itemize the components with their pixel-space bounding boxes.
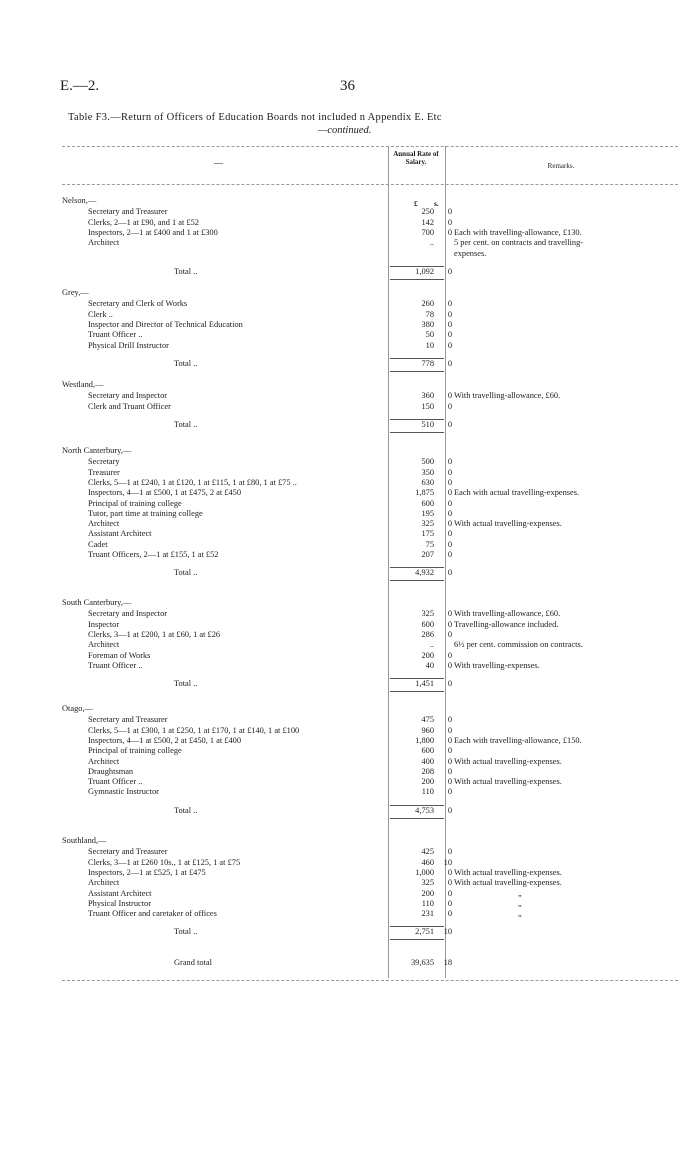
- total-pounds: 510: [421, 419, 434, 429]
- salary-shillings: 0: [447, 735, 452, 745]
- salary-pounds: 600: [421, 498, 434, 508]
- officer-description: Draughtsman: [88, 766, 134, 776]
- board-name: [62, 446, 678, 456]
- officer-description: Clerks, 3—1 at £260 10s., 1 at £125, 1 at £75: [88, 857, 241, 867]
- officer-description: Physical Drill Instructor: [88, 340, 169, 350]
- salary-pounds: 195: [421, 508, 434, 518]
- shillings-unit-label: s.: [434, 199, 439, 208]
- total-label: Total ..: [174, 805, 198, 815]
- table-row: [62, 715, 678, 725]
- board-name-text: Grey,—: [62, 288, 89, 297]
- salary-shillings: 0: [447, 660, 452, 670]
- grand-total-row: [62, 958, 678, 968]
- board-name: [62, 598, 678, 608]
- table-row: [62, 630, 678, 640]
- officer-description: Truant Officer and caretaker of offices: [88, 909, 217, 919]
- table-row: [62, 858, 678, 868]
- salary-pounds: 360: [421, 391, 434, 401]
- salary-pounds: 260: [421, 299, 434, 309]
- officer-description: Secretary and Inspector: [88, 609, 168, 619]
- salary-shillings: 0: [447, 227, 452, 237]
- table-row: [62, 299, 678, 309]
- officer-description: Secretary and Inspector: [88, 391, 168, 401]
- page-number: 36: [340, 78, 355, 94]
- officer-description: Architect: [88, 238, 120, 248]
- salary-pounds: 380: [421, 319, 434, 329]
- total-shillings: 0: [447, 266, 452, 276]
- total-label: Total ..: [174, 419, 198, 429]
- header-top-rule: [62, 146, 678, 147]
- salary-pounds: 175: [421, 529, 434, 539]
- salary-shillings: 0: [447, 550, 452, 559]
- table-row: [62, 391, 678, 401]
- salary-shillings: 0: [447, 725, 452, 735]
- salary-shillings: 0: [447, 488, 452, 498]
- salary-pounds: ..: [429, 640, 434, 650]
- salary-shillings: 0: [447, 498, 452, 508]
- table-row: [62, 899, 678, 909]
- salary-pounds: 150: [421, 401, 434, 411]
- officer-description: Inspectors, 4—1 at £500, 1 at £475, 2 at £450: [88, 488, 242, 498]
- salary-shillings: 0: [447, 756, 452, 766]
- salary-shillings: 0: [447, 477, 452, 487]
- officer-description: Truant Officer ..: [88, 660, 143, 670]
- table-row: [62, 736, 678, 746]
- table-row: [62, 746, 678, 756]
- table-row: [62, 661, 678, 671]
- table-row: [62, 640, 678, 650]
- total-pounds: 4,753: [415, 805, 434, 815]
- salary-pounds: 1,875: [415, 488, 434, 498]
- remark-text: With travelling-allowance, £60.: [454, 391, 561, 401]
- salary-shillings: 0: [447, 888, 452, 898]
- table-row: [62, 847, 678, 857]
- salary-shillings: 0: [447, 319, 452, 329]
- board-name: [62, 288, 678, 298]
- total-row: [62, 267, 678, 277]
- officer-description: Assistant Architect: [88, 888, 152, 898]
- salary-shillings: 0: [447, 867, 452, 877]
- officer-description: Foreman of Works: [88, 650, 151, 660]
- salary-shillings: 0: [447, 508, 452, 518]
- salary-shillings: 10: [443, 857, 452, 867]
- remark-text: Each with travelling-allowance, £150.: [454, 735, 582, 745]
- total-shillings: 0: [447, 805, 452, 815]
- remark-text: Each with travelling-allowance, £130.: [454, 227, 582, 237]
- salary-pounds: 325: [421, 878, 434, 888]
- salary-pounds: 40: [425, 660, 434, 670]
- salary-pounds: 200: [421, 888, 434, 898]
- table-row: [62, 609, 678, 619]
- salary-pounds: 700: [421, 227, 434, 237]
- table-row: [62, 767, 678, 777]
- salary-shillings: 0: [447, 650, 452, 660]
- table-row: [62, 341, 678, 351]
- salary-pounds: 231: [421, 909, 434, 919]
- officer-description: Gymnastic Instructor: [88, 787, 159, 797]
- officer-description: Clerk and Truant Officer: [88, 401, 171, 411]
- total-label: Total ..: [174, 927, 198, 937]
- remarks-column-heading: Remarks.: [547, 162, 575, 170]
- salary-shillings: 0: [447, 519, 452, 529]
- salary-shillings: 0: [447, 898, 452, 908]
- officer-description: Treasurer: [88, 467, 120, 477]
- board-name-text: Nelson,—: [62, 196, 97, 205]
- officer-description: Clerks, 3—1 at £200, 1 at £60, 1 at £26: [88, 629, 221, 639]
- total-label: Total ..: [174, 358, 198, 368]
- board-name-text: Southland,—: [62, 836, 107, 845]
- salary-pounds: 960: [421, 725, 434, 735]
- remark-text: „: [518, 898, 522, 908]
- salary-pounds: 600: [421, 746, 434, 756]
- salary-pounds: 425: [421, 847, 434, 857]
- table-row: [62, 320, 678, 330]
- page-reference: E.—2.: [60, 78, 100, 94]
- officer-description: Secretary: [88, 457, 120, 467]
- officer-description: Physical Instructor: [88, 898, 152, 908]
- board-name: [62, 380, 678, 390]
- remark-text: With travelling-allowance, £60.: [454, 609, 561, 619]
- grand-total-pounds: 39,635: [410, 958, 434, 967]
- salary-shillings: 0: [447, 619, 452, 629]
- officer-description: Architect: [88, 640, 120, 650]
- table-row: [62, 726, 678, 736]
- board-name-text: North Canterbury,—: [62, 446, 132, 455]
- salary-pounds: 75: [425, 539, 434, 549]
- remark-text: „: [518, 909, 522, 919]
- table-row: [62, 228, 678, 238]
- salary-pounds: 630: [421, 477, 434, 487]
- total-row: [62, 420, 678, 430]
- officer-description: Truant Officer ..: [88, 777, 143, 787]
- board-name-text: Otago,—: [62, 704, 93, 713]
- table-row: [62, 909, 678, 919]
- officer-description: Secretary and Clerk of Works: [88, 299, 188, 309]
- salary-pounds: 1,800: [415, 735, 434, 745]
- salary-shillings: 0: [447, 847, 452, 857]
- salary-pounds: 200: [421, 650, 434, 660]
- table-row: [62, 238, 678, 248]
- total-shillings: 0: [447, 358, 452, 368]
- remark-text: 6½ per cent. commission on contracts.: [454, 640, 583, 650]
- remark-text: Travelling-allowance included.: [454, 619, 559, 629]
- officer-description: Architect: [88, 878, 120, 888]
- salary-pounds: 286: [421, 629, 434, 639]
- salary-shillings: 0: [447, 878, 452, 888]
- officer-description: Secretary and Treasurer: [88, 715, 168, 725]
- salary-shillings: 0: [447, 217, 452, 227]
- officer-description: Inspector and Director of Technical Education: [88, 319, 243, 329]
- grand-total-label: Grand total: [174, 958, 212, 967]
- table-row: [62, 540, 678, 550]
- salary-pounds: 325: [421, 519, 434, 529]
- officer-description: Cadet: [88, 539, 108, 549]
- salary-pounds: 475: [421, 715, 434, 725]
- officer-description: Architect: [88, 519, 120, 529]
- salary-shillings: 0: [447, 629, 452, 639]
- salary-pounds: 400: [421, 756, 434, 766]
- salary-shillings: 0: [447, 207, 452, 217]
- board-name: [62, 704, 678, 714]
- table-row: [62, 620, 678, 630]
- table-row: [62, 509, 678, 519]
- salary-shillings: 0: [447, 609, 452, 619]
- officer-description: Truant Officer ..: [88, 330, 143, 340]
- total-row: [62, 568, 678, 578]
- total-row: [62, 927, 678, 937]
- total-pounds: 2,751: [415, 927, 434, 937]
- remark-text: With actual travelling-expenses.: [454, 519, 562, 529]
- remark-text: „: [518, 888, 522, 898]
- salary-pounds: 208: [421, 766, 434, 776]
- salary-shillings: 0: [447, 309, 452, 319]
- salary-shillings: 0: [447, 909, 452, 919]
- total-shillings: 0: [447, 568, 452, 578]
- salary-shillings: 0: [447, 330, 452, 340]
- salary-pounds: 207: [421, 550, 434, 559]
- table-row: [62, 651, 678, 661]
- table-row: [62, 468, 678, 478]
- salary-pounds: 50: [425, 330, 434, 340]
- table-row: [62, 550, 678, 560]
- table-row: [62, 310, 678, 320]
- remark-text: With actual travelling-expenses.: [454, 867, 562, 877]
- table-row: [62, 757, 678, 767]
- officer-description: Assistant Architect: [88, 529, 152, 539]
- board-name-text: South Canterbury,—: [62, 598, 132, 607]
- officer-description: Truant Officers, 2—1 at £155, 1 at £52: [88, 550, 219, 559]
- salary-shillings: 0: [447, 787, 452, 797]
- remark-text: With actual travelling-expenses.: [454, 777, 562, 787]
- board-name: [62, 836, 678, 846]
- salary-shillings: 0: [447, 529, 452, 539]
- officer-description: Clerks, 5—1 at £300, 1 at £250, 1 at £170, 1 at £140, 1 at £100: [88, 725, 300, 735]
- salary-shillings: 0: [447, 766, 452, 776]
- total-pounds: 4,932: [415, 568, 434, 578]
- salary-pounds: ..: [429, 238, 434, 248]
- salary-shillings: 0: [447, 340, 452, 350]
- grand-total-shillings: 18: [443, 958, 452, 967]
- salary-pounds: 10: [425, 340, 434, 350]
- total-label: Total ..: [174, 266, 198, 276]
- officer-description: Inspector: [88, 619, 120, 629]
- table-row: [62, 218, 678, 228]
- salary-pounds: 200: [421, 777, 434, 787]
- officer-description: Inspectors, 2—1 at £525, 1 at £475: [88, 867, 206, 877]
- table-title: Table F3.—Return of Officers of Education Boards not included n Appendix E. Etc: [68, 112, 442, 123]
- officer-description: Inspectors, 4—1 at £500, 2 at £450, 1 at £400: [88, 735, 242, 745]
- officer-description: Architect: [88, 756, 120, 766]
- total-label: Total ..: [174, 679, 198, 689]
- officer-description: Principal of training college: [88, 746, 182, 756]
- salary-pounds: 500: [421, 457, 434, 467]
- table-row: [62, 457, 678, 467]
- salary-shillings: 0: [447, 457, 452, 467]
- officer-description: Principal of training college: [88, 498, 182, 508]
- salary-pounds: 350: [421, 467, 434, 477]
- salary-pounds: 325: [421, 609, 434, 619]
- total-row: [62, 679, 678, 689]
- table-row: [62, 402, 678, 412]
- total-pounds: 1,451: [415, 679, 434, 689]
- table-row: [62, 787, 678, 797]
- table-row: [62, 478, 678, 488]
- board-name: [62, 196, 678, 206]
- officer-description: Secretary and Treasurer: [88, 847, 168, 857]
- table-row: [62, 777, 678, 787]
- table-row: [62, 529, 678, 539]
- officer-description: Clerks, 2—1 at £90, and 1 at £52: [88, 217, 199, 227]
- salary-pounds: 110: [421, 787, 434, 797]
- officer-description: Secretary and Treasurer: [88, 207, 168, 217]
- salary-shillings: 0: [447, 539, 452, 549]
- salary-shillings: 0: [447, 299, 452, 309]
- remark-text: 5 per cent. on contracts and travelling-: [454, 238, 584, 248]
- table-row: [62, 519, 678, 529]
- pounds-unit-label: £: [414, 199, 418, 208]
- officer-description: Inspectors, 2—1 at £400 and 1 at £300: [88, 227, 218, 237]
- table-bottom-rule: [62, 980, 678, 981]
- total-pounds: 1,092: [415, 266, 434, 276]
- remark-text: With travelling-expenses.: [454, 660, 540, 670]
- officer-description: Clerks, 5—1 at £240, 1 at £120, 1 at £115, 1 at £80, 1 at £75 ..: [88, 477, 297, 487]
- table-subtitle: —continued.: [318, 125, 372, 136]
- total-shillings: 0: [447, 679, 452, 689]
- salary-pounds: 460: [421, 857, 434, 867]
- salary-pounds: 78: [425, 309, 434, 319]
- salary-pounds: 250: [421, 207, 434, 217]
- total-row: [62, 359, 678, 369]
- remark-text: expenses.: [454, 248, 487, 258]
- salary-pounds: 600: [421, 619, 434, 629]
- total-pounds: 778: [421, 358, 434, 368]
- officer-description: Clerk ..: [88, 309, 113, 319]
- table-row: [62, 249, 678, 259]
- salary-pounds: 1,000: [415, 867, 434, 877]
- salary-shillings: 0: [447, 777, 452, 787]
- table-row: [62, 868, 678, 878]
- description-column-mark: —: [214, 158, 223, 168]
- salary-column-heading: Annual Rate of Salary.: [393, 150, 439, 166]
- board-name-text: Westland,—: [62, 380, 104, 389]
- table-row: [62, 330, 678, 340]
- salary-shillings: 0: [447, 715, 452, 725]
- total-shillings: 10: [443, 927, 452, 937]
- total-label: Total ..: [174, 568, 198, 578]
- header-bottom-rule: [62, 184, 678, 185]
- table-row: [62, 878, 678, 888]
- table-row: [62, 207, 678, 217]
- salary-pounds: 110: [421, 898, 434, 908]
- salary-shillings: 0: [447, 391, 452, 401]
- table-row: [62, 889, 678, 899]
- remark-text: With actual travelling-expenses.: [454, 878, 562, 888]
- salary-shillings: 0: [447, 467, 452, 477]
- remark-text: With actual travelling-expenses.: [454, 756, 562, 766]
- total-row: [62, 806, 678, 816]
- officer-description: Tutor, part time at training college: [88, 508, 203, 518]
- salary-shillings: 0: [447, 746, 452, 756]
- total-shillings: 0: [447, 419, 452, 429]
- remark-text: Each with actual travelling-expenses.: [454, 488, 580, 498]
- salary-pounds: 142: [421, 217, 434, 227]
- table-row: [62, 499, 678, 509]
- table-row: [62, 488, 678, 498]
- salary-shillings: 0: [447, 401, 452, 411]
